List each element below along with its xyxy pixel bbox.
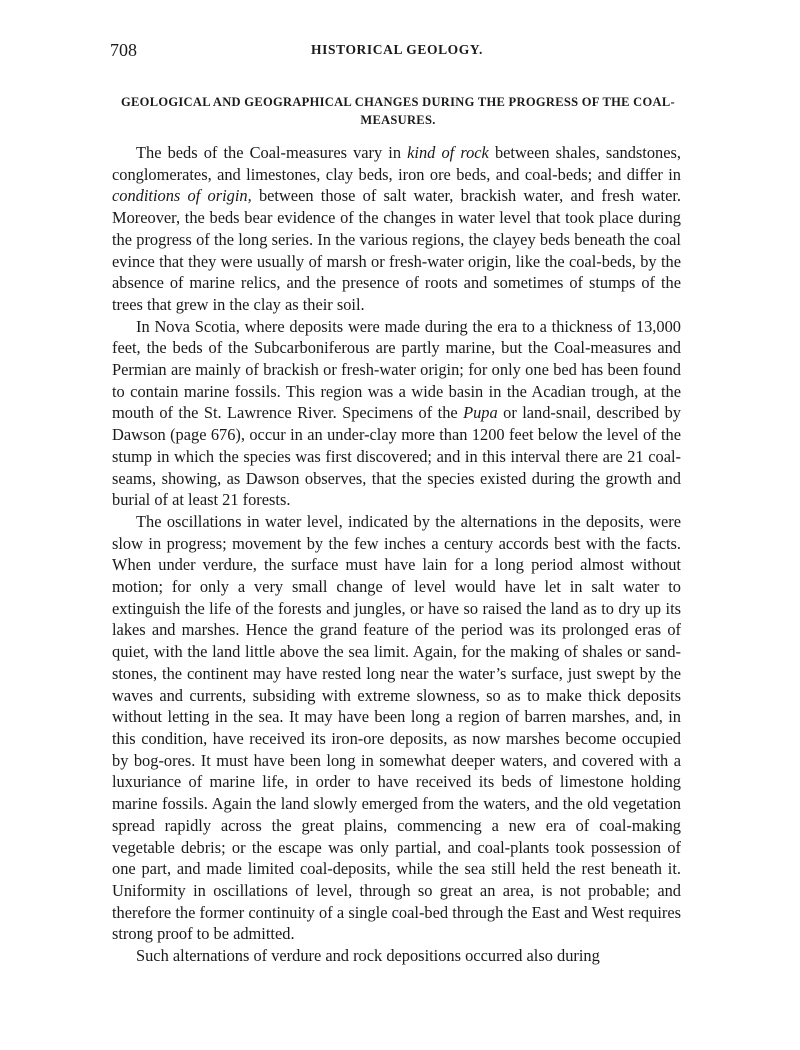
italic-text: Pupa [463, 403, 498, 423]
text-run: or land-snail, described by Dawson (page 676), occur in an under-clay more than 1200 feet below the level of the stump in which the species was first discovered; and in this interval there are 21 coal-seams, showing, as Dawson observes, that the species existed during the growth and burial of at least 21 forests. [112, 403, 681, 510]
body-text [112, 142, 681, 967]
paragraph [112, 316, 681, 511]
paragraph [112, 511, 681, 945]
italic-text: kind of rock [407, 143, 489, 162]
text-run: In Nova Scotia, where deposits were made during the era to a thickness of 13,000 feet, the beds of the Subcarboniferous are partly marine, but the Coal-measures and Permian are mainly of brackish or fresh-water origin; for only one bed has been found to contain marine fossils. This region was a wide basin in the Acadian trough, at the mouth of the St. Lawrence River. Specimens of the [112, 316, 681, 423]
text-run: The oscillations in water level, indicated by the alternations in the deposits, were slow in progress; movement by the few inches a century accords best with the facts. When under verdure, the surface must have lain for a long period almost without motion; for only a very small change of level would have let in salt water to extinguish the life of the forests and jungles, or have so raised the land as to dry up its lakes and marshes. Hence the grand feature of the period was its prolonged eras of quiet, with the land little above the sea limit. Again, for the making of shales or sandstones, the continent may have rested long near the water’s surface, just swept by the waves and currents, subsiding with extreme slowness, so as to make thick deposits without letting in the sea. It may have been long a region of barren marshes, and, in this condition, have received its iron-ore deposits, as now marshes become occupied by bog-ores. It must have been long in somewhat deeper waters, and covered with a luxuriance of marine life, in order to have received its beds of limestone holding marine fossils. Again the land slowly emerged from the waters, and the old vegetation spread rapidly across the great plains, commencing a new era of coal-making vegetable debris; or the escape was only partial, and coal-plants took possession of one part, and made limited coal-deposits, while the sea still held the rest beneath it. Uniformity in oscillations of level, through so great an area, is not probable; and therefore the former continuity of a single coal-bed through the East and West requires strong proof to be admitted. [112, 511, 681, 944]
page-number: 708 [110, 40, 137, 60]
running-head [110, 40, 684, 64]
section-heading: GEOLOGICAL AND GEOGRAPHICAL CHANGES DURING THE PROGRESS OF THE COAL-MEASURES. [121, 95, 675, 127]
running-title: HISTORICAL GEOLOGY. [311, 42, 483, 57]
text-run: The beds of the Coal-measures vary in [136, 143, 408, 162]
text-run: Such alternations of verdure and rock depositions occurred also during [136, 946, 600, 966]
paragraph [112, 945, 681, 967]
text-run: between those of salt water, brackish water, and fresh water. Moreover, the beds bear evidence of the changes in water level that took place during the progress of the long series. In the various regions, the clayey beds beneath the coal evince that they were usually of marsh or fresh-water origin, like the coal-beds, by the absence of marine relics, and the presence of roots and sometimes of stumps of the trees that grew in the clay as their soil. [112, 186, 681, 314]
paragraph [112, 142, 681, 316]
italic-text: conditions of origin, [112, 186, 252, 206]
text-run: between shales, sandstones, conglomerates, and limestones, clay beds, iron ore beds, and coal-beds; and differ in [112, 143, 682, 184]
